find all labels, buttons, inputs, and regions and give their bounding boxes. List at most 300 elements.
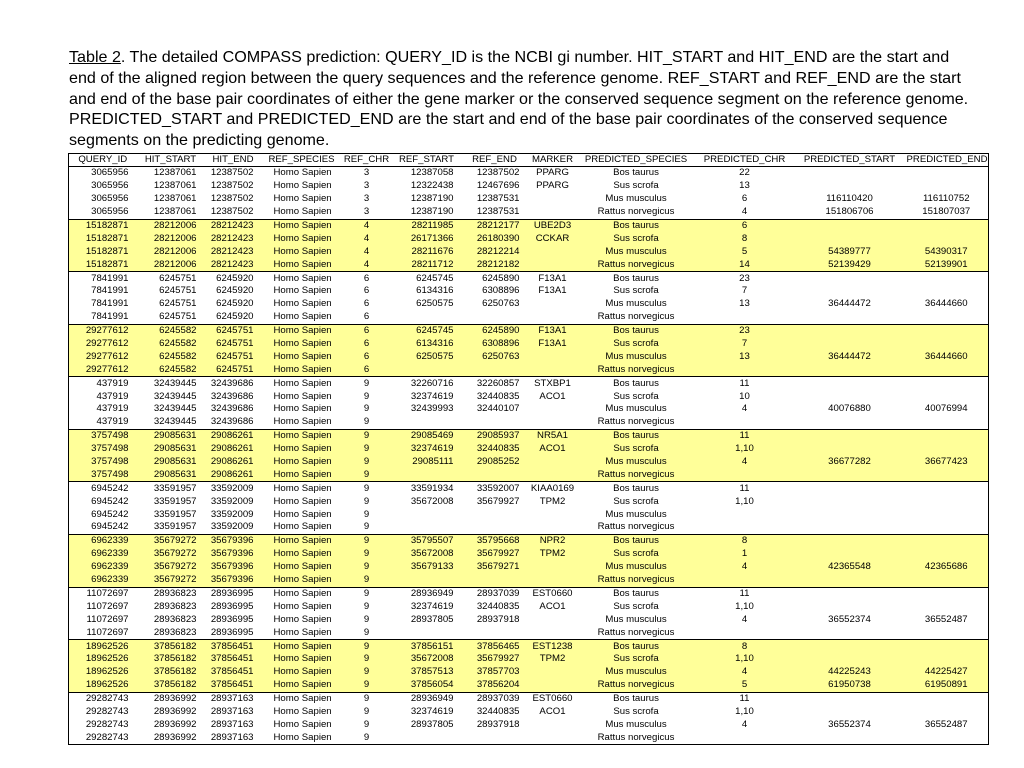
cell-marker xyxy=(528,193,578,206)
cell-predicted-end: 116110752 xyxy=(922,193,970,205)
cell-hit-end: 33592009 xyxy=(210,495,254,507)
cell-marker: EST1238 xyxy=(528,640,578,653)
cell-marker: PPARG xyxy=(536,180,569,192)
cell-predicted-chr: 23 xyxy=(695,272,795,285)
cell-query-id: 6945242 xyxy=(91,521,129,533)
cell-ref-chr: 3 xyxy=(363,167,370,179)
cell-ref-chr: 9 xyxy=(363,613,370,625)
cell-ref-chr: 9 xyxy=(363,626,370,638)
cell-predicted-end xyxy=(905,692,989,705)
cell-ref-end: 37856204 xyxy=(462,679,528,692)
cell-ref-chr: 9 xyxy=(363,705,370,717)
cell-ref-chr: 9 xyxy=(342,443,392,456)
cell-hit-start: 32439445 xyxy=(153,416,197,428)
cell-hit-start: 6245582 xyxy=(137,363,205,376)
table-row xyxy=(69,731,989,744)
table-row xyxy=(69,416,989,429)
cell-ref-end: 37856465 xyxy=(462,640,528,653)
cell-ref-species: Homo Sapien xyxy=(262,258,342,271)
cell-hit-start: 6245751 xyxy=(159,285,197,297)
cell-predicted-chr: 4 xyxy=(695,561,795,574)
cell-marker: F13A1 xyxy=(538,285,567,297)
cell-predicted-start xyxy=(795,731,905,744)
cell-ref-end: 6250763 xyxy=(482,298,520,310)
cell-predicted-chr: 11 xyxy=(695,429,795,442)
cell-ref-end: 32440835 xyxy=(476,600,520,612)
cell-ref-end: 6308896 xyxy=(462,338,528,351)
cell-ref-chr: 3 xyxy=(363,206,370,218)
cell-predicted-start: 116110420 xyxy=(826,193,873,205)
cell-predicted-chr: 11 xyxy=(695,692,795,705)
cell-marker xyxy=(528,468,578,481)
cell-predicted-start xyxy=(795,324,905,337)
cell-predicted-chr: 1 xyxy=(695,548,795,561)
cell-predicted-end xyxy=(905,587,989,600)
cell-ref-species: Homo Sapien xyxy=(273,285,332,297)
cell-marker xyxy=(528,679,578,692)
cell-predicted-start xyxy=(795,167,905,180)
cell-predicted-start xyxy=(795,640,905,653)
table-caption xyxy=(69,47,979,151)
cell-query-id: 11072697 xyxy=(86,626,129,638)
cell-hit-start: 33591957 xyxy=(153,521,197,533)
cell-marker xyxy=(528,666,578,679)
col-header-ref-species: REF_SPECIES xyxy=(262,154,342,167)
cell-predicted-species: Mus musculus xyxy=(605,193,667,205)
cell-predicted-start xyxy=(795,377,905,390)
cell-ref-chr: 9 xyxy=(342,679,392,692)
cell-marker xyxy=(528,298,578,311)
cell-ref-species: Homo Sapien xyxy=(262,443,342,456)
cell-predicted-species: Sus scrofa xyxy=(613,705,659,717)
cell-predicted-end xyxy=(905,482,989,495)
table-row xyxy=(69,692,989,705)
cell-hit-start: 37856182 xyxy=(137,666,205,679)
cell-hit-end: 6245751 xyxy=(205,338,262,351)
cell-predicted-chr xyxy=(695,363,795,376)
table-row xyxy=(69,350,989,363)
cell-hit-start: 28936992 xyxy=(153,705,197,717)
cell-predicted-chr: 8 xyxy=(695,534,795,547)
cell-predicted-species: Bos taurus xyxy=(578,429,695,442)
cell-predicted-species: Mus musculus xyxy=(578,245,695,258)
cell-ref-species: Homo Sapien xyxy=(273,731,332,743)
table-row xyxy=(69,508,989,521)
table-row xyxy=(69,468,989,481)
cell-query-id: 3757498 xyxy=(69,456,137,469)
cell-hit-end: 28936995 xyxy=(205,587,262,600)
cell-ref-start xyxy=(392,311,462,324)
table-row xyxy=(69,456,989,469)
cell-predicted-start: 36677282 xyxy=(795,456,905,469)
cell-predicted-chr xyxy=(695,311,795,324)
cell-ref-chr: 6 xyxy=(342,363,392,376)
cell-hit-end: 12387502 xyxy=(210,180,254,192)
cell-query-id: 437919 xyxy=(69,377,137,390)
cell-predicted-chr: 11 xyxy=(695,587,795,600)
table-row xyxy=(69,443,989,456)
cell-ref-end: 6308896 xyxy=(482,285,520,297)
cell-ref-species: Homo Sapien xyxy=(262,666,342,679)
cell-hit-end: 12387502 xyxy=(210,193,254,205)
cell-ref-start xyxy=(392,574,462,587)
cell-ref-end: 35679271 xyxy=(462,561,528,574)
cell-predicted-end xyxy=(905,324,989,337)
cell-predicted-chr: 4 xyxy=(741,206,748,218)
cell-hit-end: 28937163 xyxy=(205,692,262,705)
cell-marker xyxy=(528,718,578,731)
cell-marker: EST0660 xyxy=(528,692,578,705)
cell-predicted-species: Rattus norvegicus xyxy=(597,731,675,743)
cell-ref-start: 28211676 xyxy=(392,245,462,258)
cell-ref-species: Homo Sapien xyxy=(273,311,332,323)
cell-ref-chr: 9 xyxy=(342,377,392,390)
cell-hit-start: 12387061 xyxy=(153,167,197,179)
cell-ref-end: 12387531 xyxy=(476,193,520,205)
cell-predicted-start xyxy=(795,626,905,639)
cell-ref-species: Homo Sapien xyxy=(262,377,342,390)
cell-predicted-end xyxy=(905,390,989,403)
cell-ref-start: 33591934 xyxy=(392,482,462,495)
cell-ref-species: Homo Sapien xyxy=(262,468,342,481)
cell-predicted-chr: 1,10 xyxy=(735,705,754,717)
cell-predicted-end xyxy=(905,574,989,587)
cell-marker: TPM2 xyxy=(539,495,566,507)
cell-predicted-end xyxy=(905,429,989,442)
cell-predicted-chr: 5 xyxy=(695,679,795,692)
col-header-predicted-chr: PREDICTED_CHR xyxy=(695,154,795,167)
cell-marker: F13A1 xyxy=(528,324,578,337)
cell-ref-end xyxy=(462,416,528,429)
cell-predicted-start xyxy=(795,429,905,442)
cell-predicted-chr: 8 xyxy=(695,232,795,245)
cell-query-id: 15182871 xyxy=(69,245,137,258)
cell-ref-start: 6245745 xyxy=(392,272,462,285)
cell-hit-start: 28212006 xyxy=(137,245,205,258)
cell-predicted-end xyxy=(905,443,989,456)
cell-ref-start xyxy=(392,521,462,534)
cell-predicted-chr: 5 xyxy=(695,245,795,258)
cell-predicted-start xyxy=(795,285,905,298)
table-row xyxy=(69,377,989,390)
cell-predicted-chr xyxy=(695,574,795,587)
cell-hit-end: 35679396 xyxy=(205,574,262,587)
cell-predicted-start xyxy=(795,363,905,376)
cell-ref-end: 35679927 xyxy=(476,495,520,507)
table-row xyxy=(69,574,989,587)
cell-hit-end: 28212423 xyxy=(205,219,262,232)
cell-hit-start: 12387061 xyxy=(153,206,197,218)
cell-hit-end: 32439686 xyxy=(210,390,254,402)
cell-ref-species: Homo Sapien xyxy=(262,640,342,653)
cell-predicted-end: 36677423 xyxy=(905,456,989,469)
cell-predicted-species: Bos taurus xyxy=(578,272,695,285)
cell-ref-end: 32440835 xyxy=(476,705,520,717)
cell-ref-end: 35679927 xyxy=(462,548,528,561)
cell-query-id: 3065956 xyxy=(91,206,129,218)
cell-ref-species: Homo Sapien xyxy=(273,495,332,507)
cell-ref-species: Homo Sapien xyxy=(262,324,342,337)
cell-ref-start: 32374619 xyxy=(410,600,454,612)
cell-predicted-chr xyxy=(695,468,795,481)
cell-ref-species: Homo Sapien xyxy=(262,679,342,692)
cell-ref-end: 35679927 xyxy=(462,653,528,666)
cell-ref-chr: 9 xyxy=(363,390,370,402)
cell-ref-start: 12387190 xyxy=(410,193,454,205)
cell-ref-chr: 9 xyxy=(342,456,392,469)
cell-marker: ACO1 xyxy=(539,705,566,717)
cell-hit-end: 37856451 xyxy=(205,640,262,653)
cell-hit-end: 6245920 xyxy=(216,285,254,297)
cell-hit-start: 6245751 xyxy=(137,272,205,285)
cell-predicted-start xyxy=(795,706,905,719)
table-row xyxy=(69,285,989,298)
table-row xyxy=(69,548,989,561)
cell-predicted-end xyxy=(905,653,989,666)
cell-predicted-species: Bos taurus xyxy=(578,640,695,653)
cell-hit-start: 32439445 xyxy=(153,403,197,415)
cell-predicted-chr: 4 xyxy=(695,666,795,679)
cell-hit-start: 37856182 xyxy=(137,653,205,666)
cell-predicted-species: Bos taurus xyxy=(613,167,659,179)
cell-hit-end: 28212423 xyxy=(205,258,262,271)
cell-ref-species: Homo Sapien xyxy=(273,403,332,415)
cell-hit-end: 33592009 xyxy=(205,482,262,495)
cell-predicted-end xyxy=(905,508,989,521)
table-row xyxy=(69,167,989,180)
cell-hit-end: 35679396 xyxy=(205,534,262,547)
cell-predicted-start: 52139429 xyxy=(795,258,905,271)
cell-query-id: 7841991 xyxy=(69,272,137,285)
cell-predicted-end xyxy=(905,534,989,547)
cell-ref-species: Homo Sapien xyxy=(262,245,342,258)
cell-hit-end: 6245920 xyxy=(216,311,254,323)
table-row xyxy=(69,338,989,351)
cell-hit-end: 6245920 xyxy=(205,272,262,285)
cell-predicted-species: Rattus norvegicus xyxy=(578,574,695,587)
cell-predicted-start xyxy=(795,574,905,587)
cell-predicted-start xyxy=(795,653,905,666)
cell-hit-start: 28212006 xyxy=(137,219,205,232)
cell-ref-end: 32440107 xyxy=(476,403,520,415)
cell-hit-start: 28936823 xyxy=(153,600,197,612)
cell-ref-chr: 9 xyxy=(363,416,370,428)
cell-predicted-end xyxy=(905,626,989,639)
cell-ref-end: 12387531 xyxy=(476,206,520,218)
cell-ref-start: 28936949 xyxy=(392,692,462,705)
cell-ref-end: 33592007 xyxy=(462,482,528,495)
cell-hit-end: 6245751 xyxy=(205,324,262,337)
cell-predicted-end: 44225427 xyxy=(905,666,989,679)
table-row xyxy=(69,679,989,692)
cell-ref-end: 28212177 xyxy=(462,219,528,232)
col-header-predicted-end: PREDICTED_END xyxy=(906,154,988,165)
cell-ref-species: Homo Sapien xyxy=(273,390,332,402)
cell-ref-species: Homo Sapien xyxy=(262,692,342,705)
cell-marker xyxy=(528,206,578,219)
cell-predicted-start xyxy=(795,232,905,245)
cell-ref-species: Homo Sapien xyxy=(262,534,342,547)
cell-hit-end: 33592009 xyxy=(210,521,254,533)
cell-hit-start: 28212006 xyxy=(137,232,205,245)
cell-query-id: 29277612 xyxy=(69,350,137,363)
col-header-hit-end: HIT_END xyxy=(205,154,262,167)
table-row xyxy=(69,561,989,574)
cell-query-id: 11072697 xyxy=(86,600,129,612)
cell-marker: EST0660 xyxy=(528,587,578,600)
cell-predicted-species: Mus musculus xyxy=(605,613,667,625)
cell-ref-end: 12467696 xyxy=(476,180,520,192)
cell-predicted-end: 151807037 xyxy=(922,206,971,218)
cell-query-id: 3065956 xyxy=(91,193,129,205)
cell-ref-species: Homo Sapien xyxy=(262,350,342,363)
cell-query-id: 15182871 xyxy=(69,258,137,271)
cell-ref-end: 6250763 xyxy=(462,350,528,363)
cell-ref-end xyxy=(462,731,528,744)
cell-ref-species: Homo Sapien xyxy=(273,193,332,205)
cell-ref-start: 6250575 xyxy=(416,298,454,310)
table-row xyxy=(69,390,989,403)
cell-ref-start: 28211712 xyxy=(392,258,462,271)
cell-marker xyxy=(528,258,578,271)
cell-predicted-species: Mus musculus xyxy=(578,561,695,574)
cell-ref-end xyxy=(462,508,528,521)
cell-hit-end: 12387502 xyxy=(210,167,254,179)
cell-query-id: 6962339 xyxy=(69,561,137,574)
cell-predicted-species: Bos taurus xyxy=(578,482,695,495)
cell-ref-start: 37856151 xyxy=(392,640,462,653)
cell-ref-end: 28212182 xyxy=(462,258,528,271)
cell-predicted-species: Bos taurus xyxy=(578,534,695,547)
table-row xyxy=(69,640,989,653)
cell-hit-start: 29085631 xyxy=(137,468,205,481)
cell-predicted-start xyxy=(795,521,905,534)
cell-hit-end: 29086261 xyxy=(205,456,262,469)
cell-hit-start: 28936823 xyxy=(137,587,205,600)
cell-predicted-species: Sus scrofa xyxy=(578,443,695,456)
cell-query-id: 6962339 xyxy=(69,548,137,561)
cell-ref-chr: 6 xyxy=(342,272,392,285)
cell-predicted-species: Mus musculus xyxy=(578,456,695,469)
cell-ref-start: 29085469 xyxy=(392,429,462,442)
cell-ref-chr: 9 xyxy=(363,495,370,507)
cell-predicted-start: 36552374 xyxy=(828,718,871,730)
cell-hit-start: 28936992 xyxy=(153,718,197,730)
cell-query-id: 15182871 xyxy=(69,219,137,232)
cell-ref-chr: 6 xyxy=(342,338,392,351)
cell-ref-end: 28937918 xyxy=(476,718,520,730)
cell-predicted-start xyxy=(795,600,905,613)
cell-ref-end: 26180390 xyxy=(462,232,528,245)
cell-ref-species: Homo Sapien xyxy=(273,298,332,310)
cell-ref-end xyxy=(462,311,528,324)
cell-ref-species: Homo Sapien xyxy=(262,272,342,285)
cell-predicted-chr: 13 xyxy=(739,298,750,310)
cell-ref-chr: 9 xyxy=(342,561,392,574)
cell-query-id: 7841991 xyxy=(91,298,129,310)
cell-ref-chr: 9 xyxy=(342,653,392,666)
cell-hit-end: 32439686 xyxy=(205,377,262,390)
cell-ref-end: 28937918 xyxy=(476,613,520,625)
cell-predicted-end xyxy=(905,219,989,232)
cell-predicted-species: Rattus norvegicus xyxy=(578,258,695,271)
cell-hit-start: 12387061 xyxy=(153,193,197,205)
cell-hit-start: 29085631 xyxy=(137,456,205,469)
cell-ref-end: 32440835 xyxy=(462,443,528,456)
cell-predicted-species: Sus scrofa xyxy=(578,548,695,561)
cell-ref-species: Homo Sapien xyxy=(262,338,342,351)
table-row xyxy=(69,718,989,731)
table-row xyxy=(69,403,989,416)
col-header-predicted-start: PREDICTED_START xyxy=(795,154,905,167)
cell-ref-chr: 4 xyxy=(342,219,392,232)
cell-ref-end: 35795668 xyxy=(462,534,528,547)
cell-ref-end: 28212214 xyxy=(462,245,528,258)
cell-ref-end: 37857703 xyxy=(462,666,528,679)
cell-predicted-chr: 11 xyxy=(695,377,795,390)
cell-ref-chr: 9 xyxy=(342,574,392,587)
cell-query-id: 6945242 xyxy=(91,508,129,520)
cell-hit-end: 29086261 xyxy=(205,468,262,481)
cell-predicted-start xyxy=(795,548,905,561)
col-header-hit-start: HIT_START xyxy=(137,154,205,167)
table-row xyxy=(69,482,989,495)
cell-query-id: 3757498 xyxy=(69,429,137,442)
cell-predicted-chr: 8 xyxy=(695,640,795,653)
cell-ref-start: 26171366 xyxy=(392,232,462,245)
cell-ref-start: 35672008 xyxy=(392,653,462,666)
cell-ref-chr: 9 xyxy=(342,534,392,547)
cell-ref-chr: 9 xyxy=(342,548,392,561)
cell-query-id: 18962526 xyxy=(69,653,137,666)
cell-ref-species: Homo Sapien xyxy=(273,626,332,638)
cell-predicted-species: Sus scrofa xyxy=(613,600,659,612)
cell-predicted-species: Mus musculus xyxy=(605,403,667,415)
cell-predicted-species: Rattus norvegicus xyxy=(578,679,695,692)
cell-ref-start: 32439993 xyxy=(410,403,454,415)
cell-predicted-species: Rattus norvegicus xyxy=(578,363,695,376)
cell-predicted-chr: 1,10 xyxy=(695,653,795,666)
cell-hit-start: 35679272 xyxy=(137,561,205,574)
cell-predicted-end xyxy=(905,285,989,298)
cell-ref-species: Homo Sapien xyxy=(262,482,342,495)
cell-ref-species: Homo Sapien xyxy=(273,521,332,533)
cell-predicted-start xyxy=(795,692,905,705)
cell-marker: TPM2 xyxy=(528,548,578,561)
cell-predicted-start: 36444472 xyxy=(795,350,905,363)
cell-predicted-chr: 4 xyxy=(741,613,748,625)
cell-ref-start: 12387058 xyxy=(410,167,454,179)
cell-hit-end: 6245751 xyxy=(205,350,262,363)
cell-ref-start xyxy=(392,363,462,376)
cell-marker: TPM2 xyxy=(528,653,578,666)
cell-ref-chr: 9 xyxy=(342,640,392,653)
cell-ref-end xyxy=(462,468,528,481)
cell-predicted-species: Bos taurus xyxy=(578,587,695,600)
cell-predicted-end xyxy=(905,377,989,390)
cell-predicted-chr: 13 xyxy=(739,180,750,192)
cell-hit-end: 28937163 xyxy=(210,731,254,743)
cell-predicted-start: 36552374 xyxy=(828,613,871,625)
cell-predicted-species: Sus scrofa xyxy=(578,232,695,245)
cell-ref-species: Homo Sapien xyxy=(273,416,332,428)
table-row xyxy=(69,219,989,232)
cell-predicted-species: Rattus norvegicus xyxy=(597,206,675,218)
cell-ref-species: Homo Sapien xyxy=(273,206,332,218)
cell-query-id: 437919 xyxy=(96,390,129,402)
cell-query-id: 3065956 xyxy=(91,180,129,192)
col-header-query-id: QUERY_ID xyxy=(69,154,137,167)
